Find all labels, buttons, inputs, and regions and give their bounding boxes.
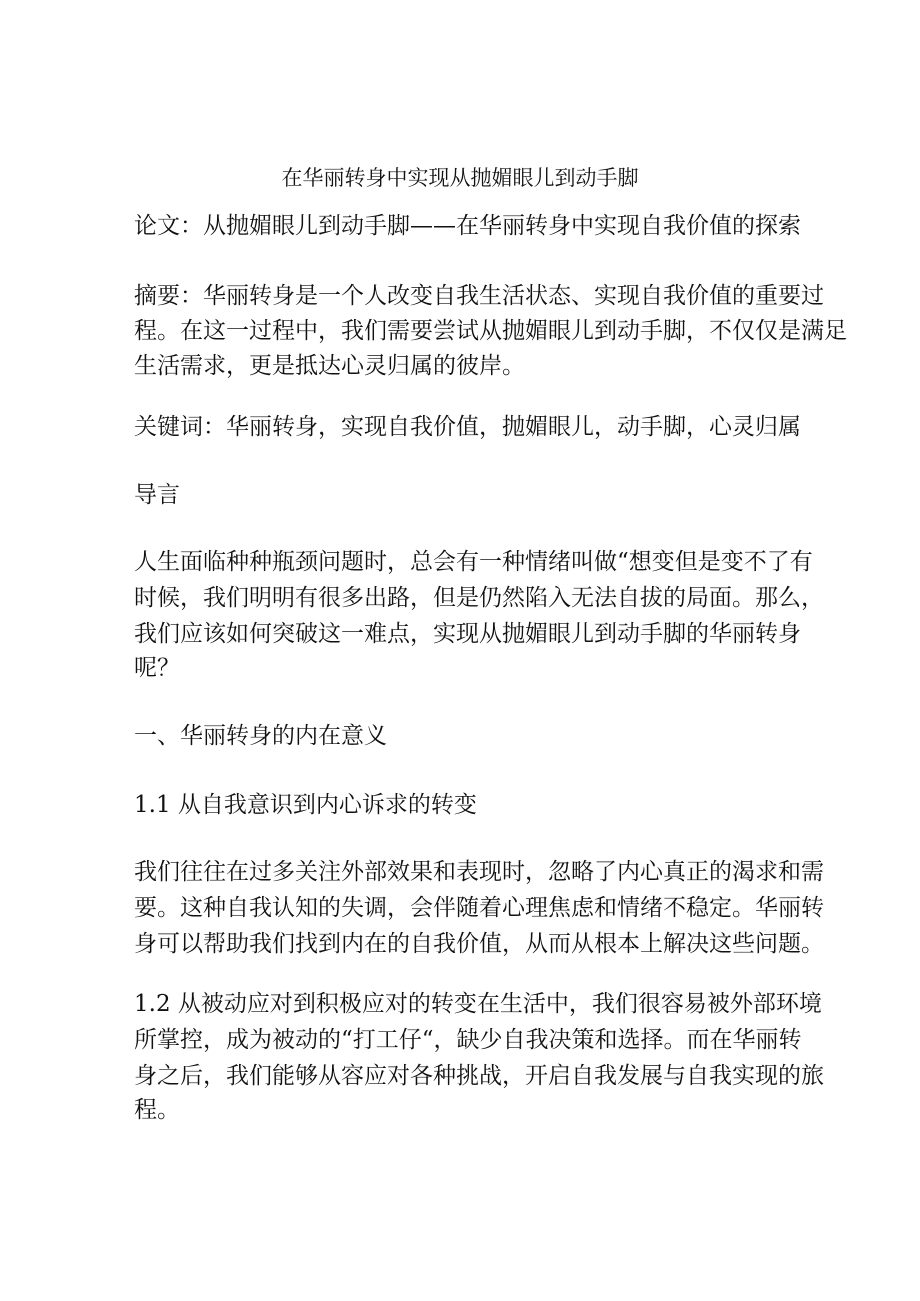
abstract-line: 摘要：华丽转身是一个人改变自我生活状态、实现自我价值的重要过 — [134, 283, 824, 309]
body-line: 所掌控，成为被动的“打工仔“，缺少自我决策和选择。而在华丽转 — [134, 1027, 802, 1053]
abstract-line: 生活需求，更是抵达心灵归属的彼岸。 — [134, 353, 525, 379]
intro-heading: 导言 — [134, 482, 180, 508]
intro-line: 呢？ — [134, 655, 180, 681]
document-title: 在华丽转身中实现从抛媚眼儿到动手脚 — [281, 166, 639, 190]
body-line: 程。 — [134, 1097, 180, 1123]
body-line: 身可以帮助我们找到内在的自我价值，从而从根本上解决这些问题。 — [134, 931, 824, 957]
subsection-heading: 1.1 从自我意识到内心诉求的转变 — [134, 792, 477, 818]
intro-line: 时候，我们明明有很多出路，但是仍然陷入无法自拔的局面。那么， — [134, 585, 824, 611]
abstract-line: 程。在这一过程中，我们需要尝试从抛媚眼儿到动手脚，不仅仅是满足 — [134, 318, 847, 344]
intro-line: 我们应该如何突破这一难点，实现从抛媚眼儿到动手脚的华丽转身 — [134, 621, 801, 647]
subtitle-line: 论文：从抛媚眼儿到动手脚——在华丽转身中实现自我价值的探索 — [134, 213, 801, 239]
body-line: 身之后，我们能够从容应对各种挑战，开启自我发展与自我实现的旅 — [134, 1063, 824, 1089]
section-heading: 一、华丽转身的内在意义 — [134, 723, 387, 749]
intro-line: 人生面临种种瓶颈问题时，总会有一种情绪叫做“想变但是变不了有 — [134, 549, 813, 575]
body-line: 1.2 从被动应对到积极应对的转变在生活中，我们很容易被外部环境 — [134, 991, 822, 1017]
body-line: 我们往往在过多关注外部效果和表现时，忽略了内心真正的渴求和需 — [134, 859, 824, 885]
body-line: 要。这种自我认知的失调，会伴随着心理焦虑和情绪不稳定。华丽转 — [134, 895, 824, 921]
keywords-line: 关键词：华丽转身，实现自我价值，抛媚眼儿，动手脚，心灵归属 — [134, 414, 801, 440]
